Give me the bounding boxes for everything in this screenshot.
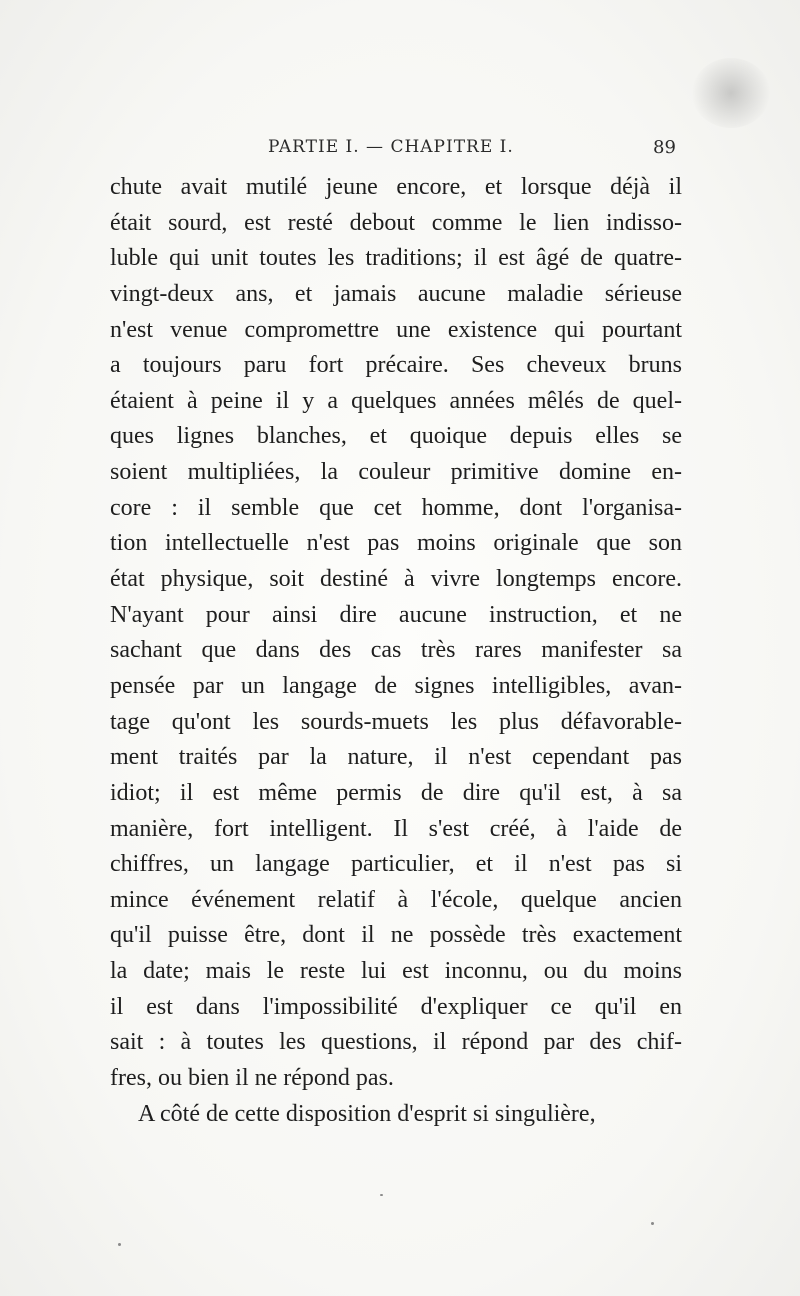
text-line: était sourd, est resté debout comme le lien indisso-: [110, 209, 682, 236]
text-line: chute avait mutilé jeune encore, et lorsque déjà il: [110, 174, 682, 200]
text-line: chiffres, un langage particulier, et il n'est pas si: [110, 851, 682, 878]
paper-speck: [118, 1243, 121, 1246]
page-number: 89: [653, 137, 676, 158]
text-line: tion intellectuelle n'est pas moins originale que son: [110, 530, 682, 557]
text-line: il est dans l'impossibilité d'expliquer ce qu'il en: [110, 993, 682, 1020]
text-line: A côté de cette disposition d'esprit si singulière,: [138, 1100, 596, 1127]
running-head: PARTIE I. — CHAPITRE I.: [268, 137, 514, 157]
text-line: mince événement relatif à l'école, quelque ancien: [110, 886, 682, 913]
body-text: [110, 170, 682, 1132]
text-line: état physique, soit destiné à vivre longtemps encore.: [110, 566, 682, 593]
paper-speck: [651, 1222, 654, 1225]
text-line: vingt-deux ans, et jamais aucune maladie sérieuse: [110, 280, 682, 307]
text-line: tage qu'ont les sourds-muets les plus défavorable-: [110, 708, 682, 735]
text-line: qu'il puisse être, dont il ne possède très exactement: [110, 922, 682, 949]
text-line: la date; mais le reste lui est inconnu, ou du moins: [110, 958, 682, 985]
text-line: soient multipliées, la couleur primitive domine en-: [110, 459, 682, 486]
text-line: idiot; il est même permis de dire qu'il est, à sa: [110, 779, 682, 806]
page-header: [0, 137, 800, 163]
ink-smudge: [692, 58, 770, 128]
text-line: manière, fort intelligent. Il s'est créé, à l'aide de: [110, 815, 682, 842]
text-line: luble qui unit toutes les traditions; il est âgé de quatre-: [110, 245, 682, 272]
text-line: étaient à peine il y a quelques années mêlés de quel-: [110, 387, 682, 414]
text-line: ques lignes blanches, et quoique depuis elles se: [110, 423, 682, 450]
text-line: n'est venue compromettre une existence qui pourtant: [110, 316, 682, 343]
text-line: sait : à toutes les questions, il répond par des chif-: [110, 1029, 682, 1056]
text-line: a toujours paru fort précaire. Ses cheveux bruns: [110, 352, 682, 379]
text-line: ment traités par la nature, il n'est cependant pas: [110, 744, 682, 771]
text-line: fres, ou bien il ne répond pas.: [110, 1065, 394, 1092]
text-line: core : il semble que cet homme, dont l'organisa-: [110, 494, 682, 521]
text-line: N'ayant pour ainsi dire aucune instruction, et ne: [110, 601, 682, 628]
paper-speck: [380, 1194, 383, 1196]
text-line: pensée par un langage de signes intelligibles, avan-: [110, 672, 682, 699]
text-line: sachant que dans des cas très rares manifester sa: [110, 637, 682, 664]
